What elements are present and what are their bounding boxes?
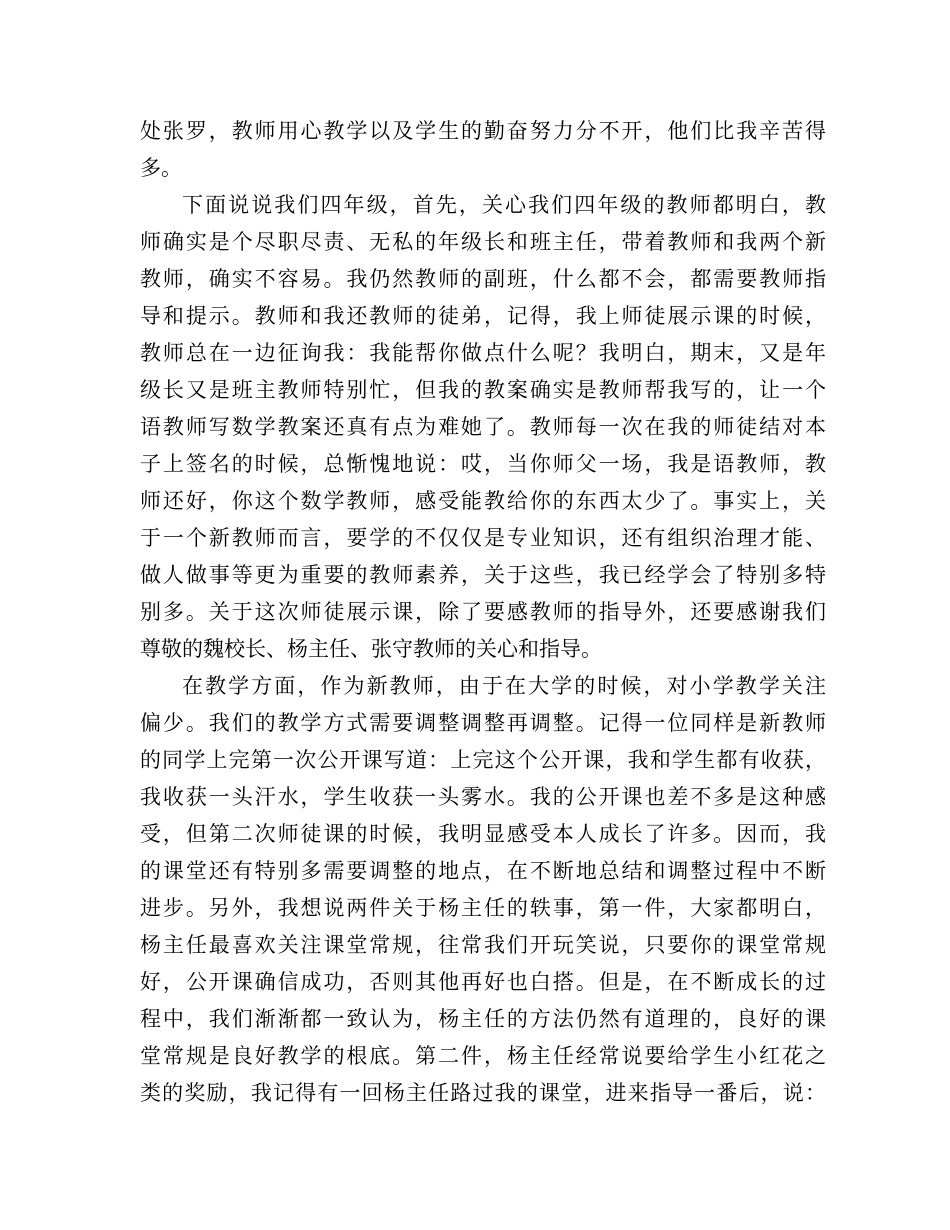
text-line: 尊敬的魏校长、杨主任、张守教师的关心和指导。 [140,637,602,661]
text-line: 的同学上完第一次公开课写道：上完这个公开课，我和学生都有收获， [140,748,826,772]
text-line: 多。 [140,156,182,180]
text-line: 的课堂还有特别多需要调整的地点，在不断地总结和调整过程中不断 [140,859,826,883]
text-line: 语教师写数学教案还真有点为难她了。教师每一次在我的师徒结对本 [140,415,826,439]
text-line: 类的奖励，我记得有一回杨主任路过我的课堂，进来指导一番后，说： [140,1081,826,1105]
text-line: 级长又是班主教师特别忙，但我的教案确实是教师帮我写的，让一个 [140,378,826,402]
text-line: 受，但第二次师徒课的时候，我明显感受本人成长了许多。因而，我 [140,822,826,846]
text-line: 处张罗，教师用心教学以及学生的勤奋努力分不开，他们比我辛苦得 [140,119,826,143]
text-line: 程中，我们渐渐都一致认为，杨主任的方法仍然有道理的，良好的课 [140,1007,826,1031]
text-line: 做人做事等更为重要的教师素养，关于这些，我已经学会了特别多特 [140,563,826,587]
text-line: 教师总在一边征询我：我能帮你做点什么呢？我明白，期末，又是年 [140,341,826,365]
text-line: 子上签名的时候，总惭愧地说：哎，当你师父一场，我是语教师，教 [140,452,826,476]
text-line: 我收获一头汗水，学生收获一头雾水。我的公开课也差不多是这种感 [140,785,826,809]
text-line: 堂常规是良好教学的根底。第二件，杨主任经常说要给学生小红花之 [140,1044,826,1068]
text-line: 导和提示。教师和我还教师的徒弟，记得，我上师徒展示课的时候， [140,304,826,328]
text-line: 杨主任最喜欢关注课堂常规，往常我们开玩笑说，只要你的课堂常规 [140,933,826,957]
text-line: 教师，确实不容易。我仍然教师的副班，什么都不会，都需要教师指 [140,267,826,291]
text-line: 于一个新教师而言，要学的不仅仅是专业知识，还有组织治理才能、 [140,526,826,550]
text-line: 师还好，你这个数学教师，感受能教给你的东西太少了。事实上，关 [140,489,826,513]
text-line: 师确实是个尽职尽责、无私的年级长和班主任，带着教师和我两个新 [140,230,826,254]
text-line: 偏少。我们的教学方式需要调整调整再调整。记得一位同样是新教师 [140,711,826,735]
text-line: 进步。另外，我想说两件关于杨主任的轶事，第一件，大家都明白， [140,896,826,920]
paragraph-first-line: 在教学方面，作为新教师，由于在大学的时候，对小学教学关注 [182,674,826,698]
paragraph-first-line: 下面说说我们四年级，首先，关心我们四年级的教师都明白，教 [182,193,826,217]
text-line: 好，公开课确信成功，否则其他再好也白搭。但是，在不断成长的过 [140,970,826,994]
text-line: 别多。关于这次师徒展示课，除了要感教师的指导外，还要感谢我们 [140,600,826,624]
